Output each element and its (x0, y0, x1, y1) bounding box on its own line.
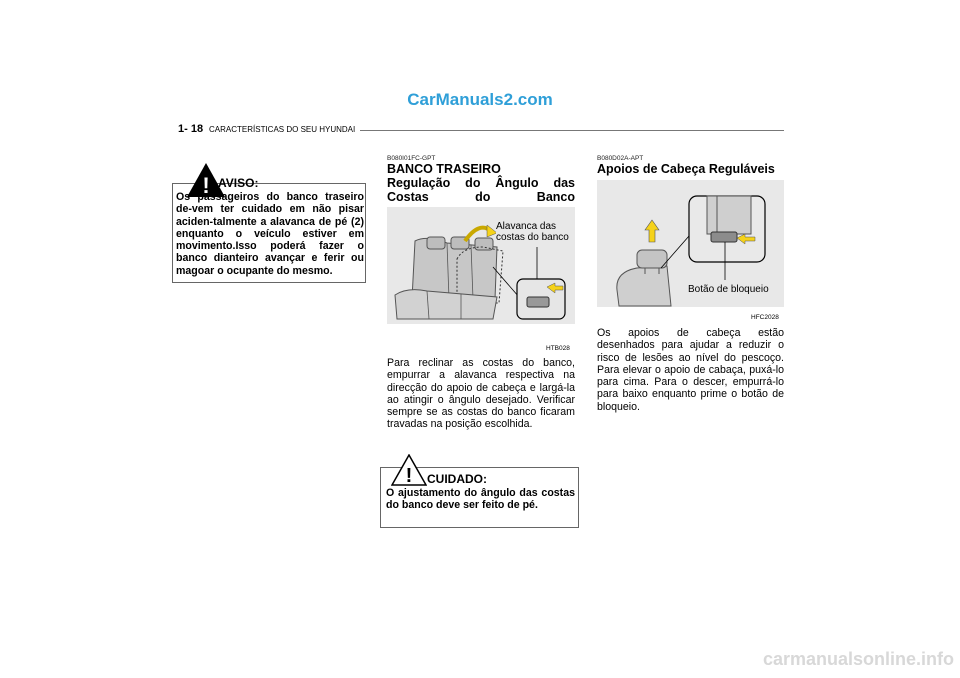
svg-text:!: ! (405, 465, 413, 486)
rear-seat-figure-id: HTB028 (546, 345, 570, 352)
rear-seat-subtitle-text: Regulação do Ângulo das Costas do Banco (387, 176, 575, 204)
rear-seat-title: BANCO TRASEIRO (387, 162, 501, 176)
svg-text:!: ! (202, 173, 210, 198)
warning-title: AVISO: (218, 176, 259, 190)
headrest-figure-callout: Botão de bloqueio (688, 284, 769, 295)
rear-seat-heading (387, 162, 575, 204)
headrest-code: B080D02A-APT (597, 155, 644, 162)
warning-text: Os passageiros do banco traseiro de-vem ter cuidado em não pisar aciden-talmente a alavanca de pé (2) enquanto o veículo estiver em movimento.Isso poderá fazer o banco dianteiro avançar e ferir ou magoar o ocupante do mesmo. (176, 191, 364, 277)
watermark-bottom[interactable]: carmanualsonline.info (762, 649, 954, 669)
warning-box (172, 173, 366, 283)
rear-seat-subtitle (387, 176, 575, 204)
rear-seat-figure-callout (496, 221, 569, 243)
rear-seat-text: Para reclinar as costas do banco, empurrar a alavanca respectiva na direcção do apoio de cabeça e largá-la ao atingir o ângulo desejado. Verificar sempre se as costas do banco ficaram travadas na posição escolhida. (387, 357, 575, 431)
exclamation-triangle-icon (391, 454, 427, 486)
caution-title: CUIDADO: (427, 472, 487, 486)
section-title: CARACTERÍSTICAS DO SEU HYUNDAI (209, 125, 356, 134)
header-rule (360, 130, 784, 131)
callout-line-2: costas do banco (496, 232, 569, 243)
headrest-text: Os apoios de cabeça estão desenhados para ajudar a reduzir o risco de lesões ao nível do pescoço. Para elevar o apoio de cabaça, puxá-lo para cima. Para o descer, empurrá-lo para baixo enquanto prime o botão de bloqueio. (597, 327, 784, 413)
headrest-figure-id: HFC2028 (751, 314, 779, 321)
caution-text: O ajustamento do ângulo das costas do banco deve ser feito de pé. (386, 487, 575, 512)
rear-seat-code: B080I01FC-GPT (387, 155, 436, 162)
caution-box (380, 467, 579, 528)
page-number: 1- 18 (178, 123, 204, 135)
headrest-title: Apoios de Cabeça Reguláveis (597, 162, 775, 176)
watermark-link[interactable]: CarManuals2.com (407, 90, 553, 109)
callout-line-1: Alavanca das (496, 221, 557, 232)
